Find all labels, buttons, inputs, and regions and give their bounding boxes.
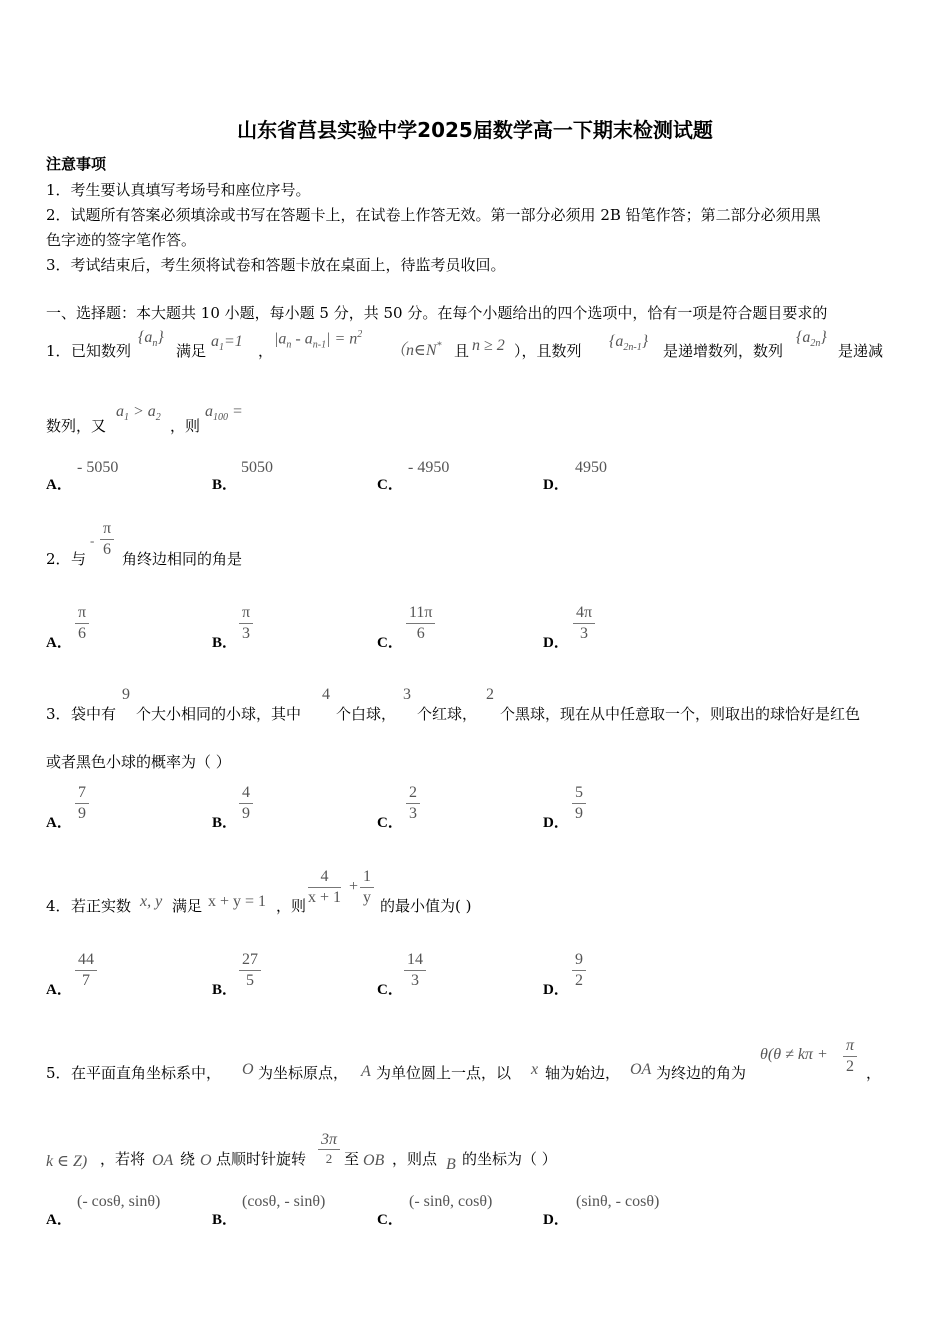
q3-option-a-label: A． (46, 815, 72, 831)
q3-option-d-value: $\frac{5}{9}$ (572, 783, 586, 824)
q1-a1: $a_1=1$ (211, 333, 243, 354)
q4-option-c-value: $\frac{14}{3}$ (404, 950, 426, 991)
q3-num-2: 2 (486, 686, 494, 703)
q1-text-8: ，则 (170, 417, 201, 435)
q2-option-a-value: $\frac{\pi}{6}$ (75, 603, 89, 644)
q5-number: 5． (46, 1064, 71, 1082)
q3-text-3: 个白球， (336, 705, 397, 723)
q1-text-3: 且 (454, 342, 470, 360)
q2-option-c-value: $\frac{11\pi}{6}$ (406, 603, 435, 644)
q1-even-seq: $\{a_{2n}\}$ (796, 329, 827, 350)
q3-num-9: 9 (122, 686, 130, 703)
q5-A: A (361, 1063, 371, 1080)
q2-option-b-label: B． (212, 635, 238, 651)
q4-text-2: 满足 (172, 897, 203, 915)
q1-option-b-value: 5050 (241, 459, 273, 476)
q1-option-a-label: A． (46, 477, 72, 493)
q3-option-d-label: D． (543, 815, 569, 831)
q5-pi-half: $\frac{\pi}{2}$ (843, 1036, 857, 1077)
q5-text-8: 点顺时针旋转 (216, 1150, 307, 1168)
q5-B: B (446, 1156, 456, 1173)
q2-text-2: 角终边相同的角是 (122, 550, 243, 568)
q1-text-1: 已知数列 (71, 342, 132, 360)
q5-option-a-value: (- cosθ, sinθ) (77, 1193, 161, 1210)
q5-kz: k ∈ Z) (46, 1153, 88, 1170)
page-title: 山东省莒县实验中学2025届数学高一下期末检测试题 (237, 118, 713, 142)
q4-text-1: 若正实数 (71, 897, 132, 915)
q4-option-d-label: D． (543, 982, 569, 998)
q5-option-d-value: (sinθ, - cosθ) (576, 1193, 660, 1210)
q3-text-4: 个红球， (417, 705, 478, 723)
q4-fraction-2: $\frac{1}{y}$ (360, 867, 374, 908)
q5-text-2: 为坐标原点， (258, 1064, 349, 1082)
q1-target: $a_{100}$ = (205, 403, 243, 424)
q1-ineq: $a_1 > a_2$ (116, 403, 161, 424)
q5-O: O (242, 1061, 254, 1078)
q4-option-b-label: B． (212, 982, 238, 998)
q1-text-4: ），且数列 (514, 342, 582, 360)
q4-vars: x, y (140, 893, 163, 910)
q1-option-b-label: B． (212, 477, 238, 493)
q4-text-3: ，则 (276, 897, 307, 915)
q2-option-b-value: $\frac{\pi}{3}$ (239, 603, 253, 644)
q5-text-5: 为终边的角为 (656, 1064, 747, 1082)
q5-text-7: 绕 (180, 1150, 196, 1168)
q5-text-10: ，则点 (392, 1150, 438, 1168)
notice-item-2a: 2．试题所有答案必须填涂或书写在答题卡上，在试卷上作答无效。第一部分必须用 2B 铅笔作答；第二部分必须用黑 (46, 206, 821, 224)
q2-neg: - (90, 533, 95, 548)
q1-option-d-label: D． (543, 477, 569, 493)
q1-comma: ， (258, 342, 274, 360)
q5-option-b-value: (cosθ, - sinθ) (242, 1193, 326, 1210)
q4-option-b-value: $\frac{27}{5}$ (239, 950, 261, 991)
q5-text-1: 在平面直角坐标系中， (71, 1064, 222, 1082)
section-heading: 一、选择题：本大题共 10 小题，每小题 5 分，共 50 分。在每个小题给出的四个选项中，恰有一项是符合题目要求的 (46, 304, 828, 322)
q2-fraction: $\frac{\pi}{6}$ (100, 519, 114, 560)
q5-option-c-label: C． (377, 1212, 403, 1228)
q4-equation: x + y = 1 (208, 893, 267, 910)
q3-option-b-value: $\frac{4}{9}$ (239, 783, 253, 824)
q4-fraction-1: $\frac{4}{x + 1}$ (308, 868, 342, 906)
q5-OA-2: OA (152, 1152, 174, 1169)
q4-number: 4． (46, 897, 71, 915)
q4-option-c-label: C． (377, 982, 403, 998)
q2-option-d-label: D． (543, 635, 569, 651)
q5-theta-expression: θ(θ ≠ kπ + (760, 1046, 828, 1063)
q5-rotation-fraction: 3π 2 (318, 1131, 340, 1168)
q1-number: 1． (46, 342, 71, 360)
q2-option-d-value: $\frac{4\pi}{3}$ (573, 603, 595, 644)
q3-text-5: 个黑球，现在从中任意取一个，则取出的球恰好是红色 (500, 705, 861, 723)
notice-heading: 注意事项 (46, 155, 107, 173)
q1-odd-seq: $\{a_{2n-1}\}$ (609, 333, 649, 354)
q1-cond2: n ≥ 2 (472, 337, 505, 354)
notice-item-3: 3．考试结束后，考生须将试卷和答题卡放在桌面上，待监考员收回。 (46, 256, 506, 274)
q4-option-a-label: A． (46, 982, 72, 998)
q1-text-7: 数列，又 (46, 417, 107, 435)
q5-option-a-label: A． (46, 1212, 72, 1228)
q4-text-4: 的最小值为( ) (380, 897, 472, 915)
q1-recurrence: $|a_n - a_{n-1}| = n^2$ (274, 329, 363, 351)
q3-option-a-value: $\frac{7}{9}$ (75, 783, 89, 824)
q5-option-d-label: D． (543, 1212, 569, 1228)
q3-option-b-label: B． (212, 815, 238, 831)
q3-num-4: 4 (322, 686, 330, 703)
q1-option-d-value: 4950 (575, 459, 607, 476)
q2-option-a-label: A． (46, 635, 72, 651)
q5-text-6: ，若将 (100, 1150, 146, 1168)
q5-text-11: 的坐标为（ ） (462, 1150, 557, 1168)
q3-text-6: 或者黑色小球的概率为（ ） (46, 753, 231, 771)
q5-OA: OA (630, 1061, 652, 1078)
q3-text-2: 个大小相同的小球，其中 (136, 705, 302, 723)
q1-text-2: 满足 (176, 342, 207, 360)
q1-cond: （n∈N* (390, 340, 442, 359)
q5-O-2: O (200, 1152, 212, 1169)
q5-OB: OB (363, 1152, 385, 1169)
q1-text-5: 是递增数列，数列 (663, 342, 784, 360)
q3-num-3: 3 (403, 686, 411, 703)
q2-text-1: 与 (71, 550, 87, 568)
q1-text-6: 是递减 (838, 342, 884, 360)
q1-option-c-value: - 4950 (408, 459, 450, 476)
q3-number: 3． (46, 705, 71, 723)
notice-item-1: 1．考生要认真填写考场号和座位序号。 (46, 181, 311, 199)
q4-plus: + (349, 878, 359, 895)
q5-text-4: 轴为始边， (545, 1064, 621, 1082)
q1-seq: $\{a_n\}$ (138, 329, 164, 350)
q5-x: x (531, 1061, 539, 1078)
q5-text-3: 为单位圆上一点，以 (376, 1064, 512, 1082)
q2-number: 2． (46, 550, 71, 568)
q5-comma: ， (866, 1064, 882, 1082)
notice-item-2b: 色字迹的签字笔作答。 (46, 231, 197, 249)
q5-text-9: 至 (344, 1150, 360, 1168)
q4-option-a-value: $\frac{44}{7}$ (75, 950, 97, 991)
q4-option-d-value: $\frac{9}{2}$ (572, 950, 586, 991)
q1-option-a-value: - 5050 (77, 459, 119, 476)
q5-option-c-value: (- sinθ, cosθ) (409, 1193, 493, 1210)
q2-option-c-label: C． (377, 635, 403, 651)
q1-option-c-label: C． (377, 477, 403, 493)
q3-option-c-value: $\frac{2}{3}$ (406, 783, 420, 824)
q3-option-c-label: C． (377, 815, 403, 831)
q3-text-1: 袋中有 (71, 705, 117, 723)
q5-option-b-label: B． (212, 1212, 238, 1228)
